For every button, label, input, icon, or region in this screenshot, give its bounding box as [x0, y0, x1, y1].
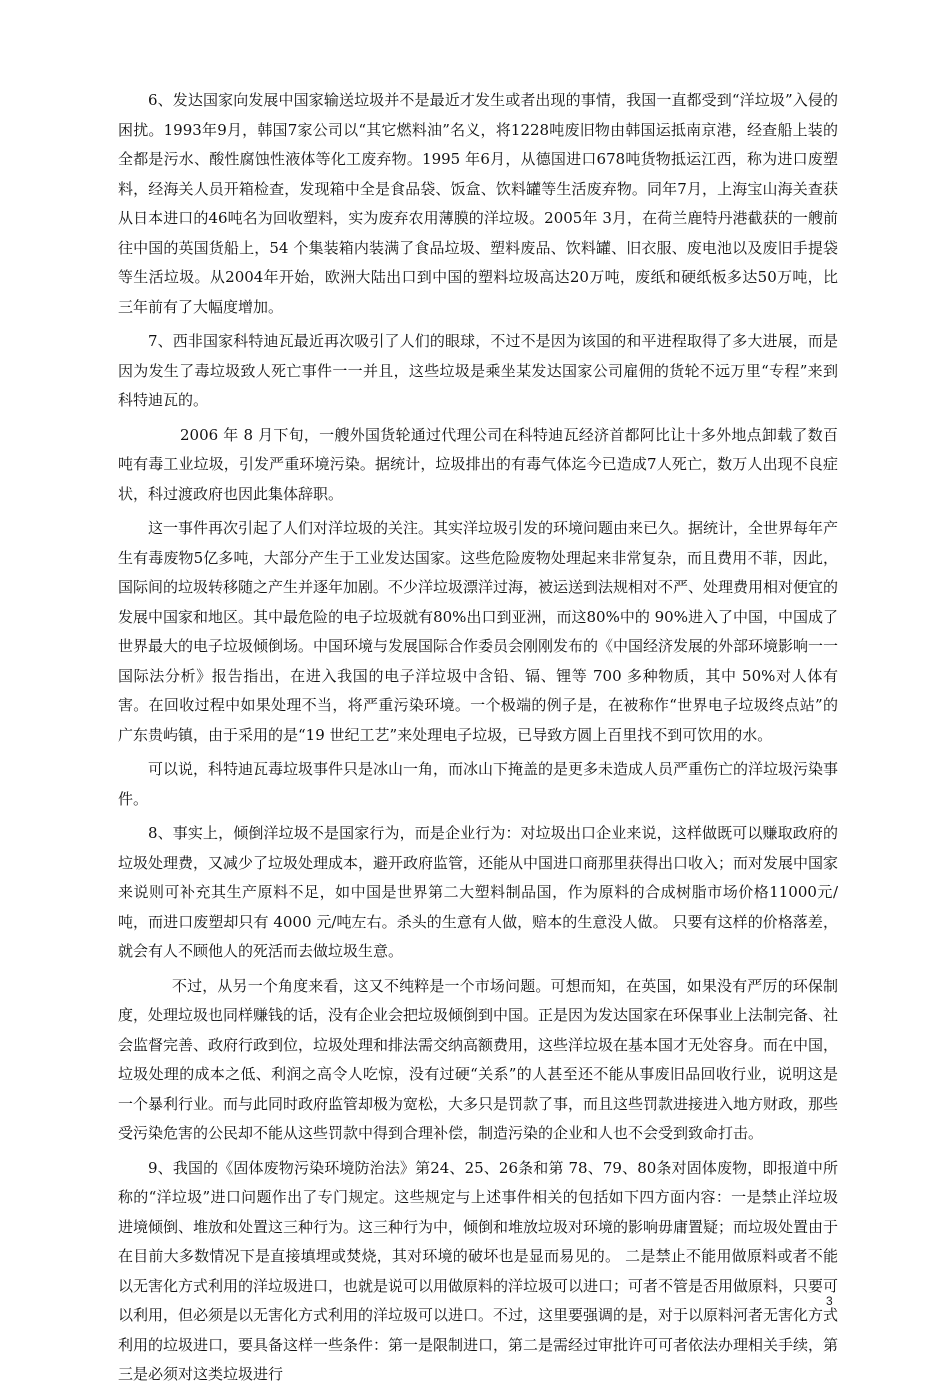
- paragraph-tip-of-iceberg: 可以说，科特迪瓦毒垃圾事件只是冰山一角，而冰山下掩盖的是更多未造成人员严重伤亡的洋垃圾污染事件。: [118, 760, 839, 808]
- paragraph-2006-incident: 2006 年 8 月下旬，一艘外国货轮通过代理公司在科特迪瓦经济首都阿比让十多外地点卸载了数百吨有毒工业垃圾，引发严重环境污染。据统计，垃圾排出的有毒气体迄今已造成7人死亡，数万人出现不良症状，科过渡政府也因此集体辞职。: [118, 425, 838, 503]
- paragraph-6: 6、发达国家向发展中国家输送垃圾并不是最近才发生或者出现的事情，我国一直都受到“洋垃圾”入侵的困扰。1993年9月，韩国7家公司以“其它燃料油”名义，将1228吨废旧物由韩国运抵南京港，经查船上装的全都是污水、酸性腐蚀性液体等化工废弃物。1995 年6月，从德国进口678吨货物抵运江西，称为进口废塑料，经海关人员开箱检查，发现箱中全是食品袋、饭盒、饮料罐等生活废弃物。同年7月，上海宝山海关查获从日本进口的46吨名为回收塑料，实为废弃农用薄膜的洋垃圾。2005年 3月，在荷兰鹿特丹港截获的一艘前往中国的英国货船上，54 个集装箱内装满了食品垃圾、塑料废品、饮料罐、旧衣服、废电池以及废旧手提袋等生活垃圾。从2004年开始，欧洲大陆出口到中国的塑料垃圾高达20万吨，废纸和硬纸板多达50万吨，比三年前有了大幅度增加。: [118, 91, 838, 316]
- paragraph-8: 8、事实上，倾倒洋垃圾不是国家行为，而是企业行为：对垃圾出口企业来说，这样做既可以赚取政府的垃圾处理费，又减少了垃圾处理成本，避开政府监管，还能从中国进口商那里获得出口收入；而对发展中国家来说则可补充其生产原料不足，如中国是世界第二大塑料制品国，作为原料的合成树脂市场价格11000元/吨，而进口废塑却只有 4000 元/吨左右。杀头的生意有人做，赔本的生意没人做。 只要有这样的价格落差，就会有人不顾他人的死活而去做垃圾生意。: [118, 824, 839, 960]
- body-text: [118, 86, 838, 1395]
- page-number: 3: [826, 1294, 833, 1308]
- paragraph-attention: 这一事件再次引起了人们对洋垃圾的关注。其实洋垃圾引发的环境问题由来已久。据统计，全世界每年产生有毒废物5亿多吨，大部分产生于工业发达国家。这些危险废物处理起来非常复杂，而且费用不菲，因此，国际间的垃圾转移随之产生并逐年加剧。不少洋垃圾漂洋过海，被运送到法规相对不严、处理费用相对便宜的发展中国家和地区。其中最危险的电子垃圾就有80%出口到亚洲，而这80%中的 90%进入了中国，中国成了世界最大的电子垃圾倾倒场。中国环境与发展国际合作委员会刚刚发布的《中国经济发展的外部环境影响一一国际法分析》报告指出，在进入我国的电子洋垃圾中含铅、镉、锂等 700 多种物质，其中 50%对人体有害。在回收过程中如果处理不当，将严重污染环境。一个极端的例子是，在被称作“世界电子垃圾终点站”的广东贵屿镇，由于采用的是“19 世纪工艺”来处理电子垃圾，已导致方圆上百里找不到可饮用的水。: [118, 519, 839, 744]
- paragraph-7: 7、西非国家科特迪瓦最近再次吸引了人们的眼球，不过不是因为该国的和平进程取得了多大进展，而是因为发生了毒垃圾致人死亡事件一一并且，这些垃圾是乘坐某发达国家公司雇佣的货轮不远万里“专程”来到科特迪瓦的。: [118, 332, 838, 409]
- paragraph-market-issue: 不过，从另一个角度来看，这又不纯粹是一个市场问题。可想而知，在英国，如果没有严厉的环保制度，处理垃圾也同样赚钱的话，没有企业会把垃圾倾倒到中国。正是因为发达国家在环保事业上法制完备、社会监督完善、政府行政到位，垃圾处理和排法需交纳高额费用，这些洋垃圾在基本国才无处容身。而在中国，垃圾处理的成本之低、利润之高令人吃惊，没有过硬“关系”的人甚至还不能从事废旧品回收行业，说明这是一个暴利行业。而与此同时政府监管却极为宽松，大多只是罚款了事，而且这些罚款进接进入地方财政，那些受污染危害的公民却不能从这些罚款中得到合理补偿，制造污染的企业和人也不会受到致命打击。: [118, 976, 839, 1142]
- paragraph-9: 9、我国的《固体废物污染环境防治法》第24、25、26条和第 78、79、80条对固体废物，即报道中所称的“洋垃圾”进口问题作出了专门规定。这些规定与上述事件相关的包括如下四方面内容：一是禁止洋垃圾进境倾倒、堆放和处置这三种行为。这三种行为中，倾倒和堆放垃圾对环境的影响毋庸置疑；而垃圾处置由于在目前大多数情况下是直接填埋或焚烧，其对环境的破坏也是显而易见的。 二是禁止不能用做原料或者不能以无害化方式利用的洋垃圾进口，也就是说可以用做原料的洋垃圾可以进口；可者不管是否用做原料，只要可以利用，但必须是以无害化方式利用的洋垃圾可以进口。不过，这里要强调的是，对于以原料河者无害化方式利用的垃圾进口，要具备这样一些条件：第一是限制进口，第二是需经过审批许可可者依法办理相关手续，第三是必须对这类垃圾进行: [118, 1158, 839, 1383]
